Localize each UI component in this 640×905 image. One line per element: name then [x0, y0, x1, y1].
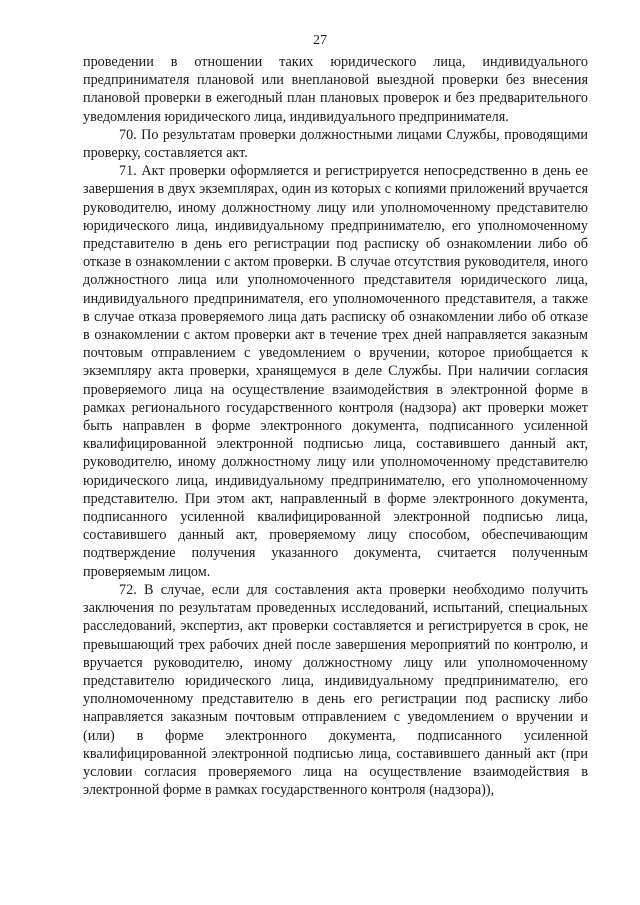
document-body: [83, 53, 588, 799]
paragraph-72: 72. В случае, если для составления акта проверки необходимо получить заключения по результатам проведенных исследований, испытаний, специальных расследований, экспертиз, акт проверки составляется и регистрируется в срок, не превышающий трех рабочих дней после завершения мероприятий по контролю, и вручается руководителю, иному должностному лицу или уполномоченному представителю юридического лица, индивидуальному предпринимателю, его уполномоченному представителю в день его регистрации под расписку либо направляется заказным почтовым отправлением с уведомлением о вручении и (или) в форме электронного документа, подписанного усиленной квалифицированной электронной подписью лица, составившего данный акт (при условии согласия проверяемого лица на осуществление взаимодействия в электронной форме в рамках государственного контроля (надзора)),: [83, 581, 588, 799]
paragraph-71: 71. Акт проверки оформляется и регистрируется непосредственно в день ее завершения в двух экземплярах, один из которых с копиями приложений вручается руководителю, иному должностному лицу или уполномоченному представителю юридического лица, индивидуальному предпринимателю, его уполномоченному представителю в день его регистрации под расписку об ознакомлении либо об отказе в ознакомлении с актом проверки. В случае отсутствия руководителя, иного должностного лица или уполномоченного представителя юридического лица, индивидуального предпринимателя, его уполномоченного представителя, а также в случае отказа проверяемого лица дать расписку об ознакомлении либо об отказе в ознакомлении с актом проверки акт в течение трех дней направляется заказным почтовым отправлением с уведомлением о вручении, которое приобщается к экземпляру акта проверки, хранящемуся в деле Службы. При наличии согласия проверяемого лица на осуществление взаимодействия в электронной форме в рамках регионального государственного контроля (надзора) акт проверки может быть направлен в форме электронного документа, подписанного усиленной квалифицированной электронной подписью лица, составившего данный акт, руководителю, иному должностному лицу или уполномоченному представителю юридического лица, индивидуальному предпринимателю, его уполномоченному представителю. При этом акт, направленный в форме электронного документа, подписанного усиленной квалифицированной электронной подписью лица, составившего данный акт, проверяемому лицу способом, обеспечивающим подтверждение получения указанного документа, считается полученным проверяемым лицом.: [83, 163, 588, 580]
paragraph-70: 70. По результатам проверки должностными лицами Службы, проводящими проверку, составляется акт.: [83, 126, 588, 162]
paragraph-continued: проведении в отношении таких юридического лица, индивидуального предпринимателя плановой или внеплановой выездной проверки без внесения плановой проверки в ежегодный план плановых проверок и без предварительного уведомления юридического лица, индивидуального предпринимателя.: [83, 54, 588, 125]
page-number: 27: [313, 33, 327, 48]
